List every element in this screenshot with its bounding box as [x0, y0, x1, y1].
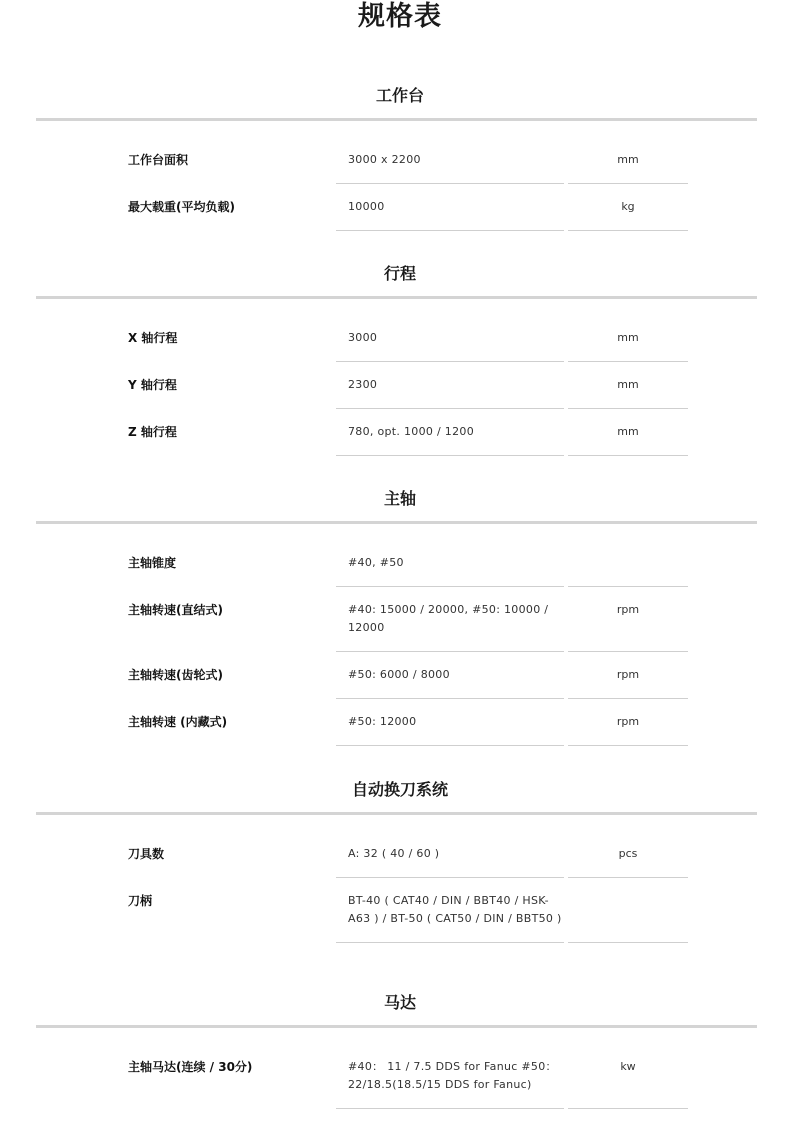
spec-row	[0, 315, 800, 362]
section-divider	[36, 118, 757, 121]
spec-unit: kg	[568, 184, 688, 231]
spec-row	[0, 362, 800, 409]
spec-row	[0, 831, 800, 878]
spec-label: 刀柄	[128, 894, 153, 908]
spec-value: 3000	[336, 315, 564, 362]
spec-unit: rpm	[568, 587, 688, 652]
spec-value: BT-40 ( CAT40 / DIN / BBT40 / HSK-A63 ) / BT-50 ( CAT50 / DIN / BBT50 )	[336, 878, 564, 943]
section-spindle	[0, 487, 800, 746]
section-travel	[0, 262, 800, 456]
spec-value: #40, #50	[336, 540, 564, 587]
section-title: 工作台	[375, 86, 424, 105]
spec-label: 主轴锥度	[128, 556, 177, 570]
spec-unit: mm	[568, 409, 688, 456]
spec-value: #50: 6000 / 8000	[336, 652, 564, 699]
section-divider	[36, 521, 757, 524]
spec-value: 2300	[336, 362, 564, 409]
spec-label: 主轴马达(连续 / 30分)	[128, 1060, 253, 1074]
spec-value: #50: 12000	[336, 699, 564, 746]
spec-row	[0, 878, 800, 943]
spec-unit: mm	[568, 362, 688, 409]
section-divider	[36, 296, 757, 299]
section-title: 主轴	[383, 489, 416, 508]
spec-value: #40: 15000 / 20000, #50: 10000 / 12000	[336, 587, 564, 652]
spec-row	[0, 652, 800, 699]
spec-label: 主轴转速(齿轮式)	[128, 668, 223, 682]
section-atc	[0, 778, 800, 943]
spec-label: X 轴行程	[128, 331, 178, 345]
section-title: 行程	[383, 264, 416, 283]
spec-label: Z 轴行程	[128, 425, 177, 439]
spec-label: 最大载重(平均负载)	[128, 200, 235, 214]
section-title: 自动换刀系统	[351, 780, 448, 799]
section-title: 马达	[383, 993, 416, 1012]
section-worktable	[0, 84, 800, 231]
spec-unit: mm	[568, 315, 688, 362]
spec-unit	[568, 878, 688, 943]
spec-value: 10000	[336, 184, 564, 231]
section-divider	[36, 812, 757, 815]
spec-unit: rpm	[568, 699, 688, 746]
spec-row	[0, 1044, 800, 1109]
spec-row	[0, 699, 800, 746]
spec-label: 刀具数	[128, 847, 165, 861]
spec-label: 主轴转速 (内藏式)	[128, 715, 228, 729]
spec-value: 3000 x 2200	[336, 137, 564, 184]
spec-unit: pcs	[568, 831, 688, 878]
spec-unit: mm	[568, 137, 688, 184]
spec-unit: rpm	[568, 652, 688, 699]
spec-row	[0, 137, 800, 184]
spec-unit	[568, 540, 688, 587]
spec-unit: kw	[568, 1044, 688, 1109]
spec-row	[0, 409, 800, 456]
section-divider	[36, 1025, 757, 1028]
spec-row	[0, 184, 800, 231]
spec-label: 主轴转速(直结式)	[128, 603, 223, 617]
page-title: 规格表	[358, 1, 442, 32]
spec-row	[0, 540, 800, 587]
section-motor	[0, 991, 800, 1109]
spec-row	[0, 587, 800, 652]
spec-value: 780, opt. 1000 / 1200	[336, 409, 564, 456]
spec-value: A: 32 ( 40 / 60 )	[336, 831, 564, 878]
spec-value: #40： 11 / 7.5 DDS for Fanuc #50： 22/18.5(18.5/15 DDS for Fanuc)	[336, 1044, 564, 1109]
spec-label: 工作台面积	[128, 153, 189, 167]
spec-label: Y 轴行程	[128, 378, 177, 392]
